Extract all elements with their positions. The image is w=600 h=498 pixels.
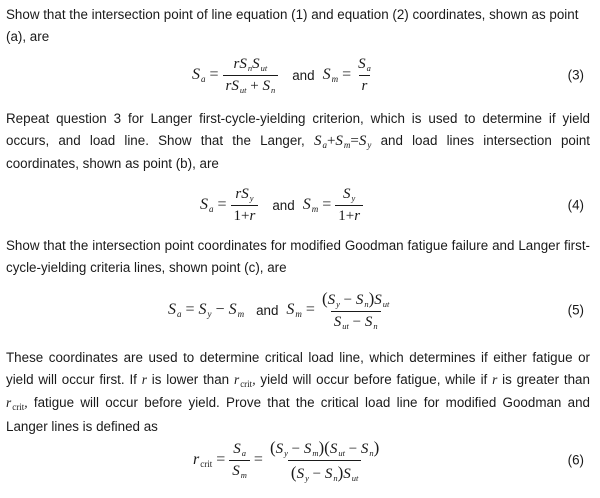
paragraph-text: Show that the intersection point coordinates for modified Goodman fatigue failure and Langer first-cycle-yielding criteria lines, shown point (c), are	[6, 238, 590, 275]
and-word: and	[292, 67, 315, 83]
paragraph-goodman-point-c	[6, 235, 590, 278]
langer-inline-equation: $S_a+S_m=S_y$	[313, 132, 372, 150]
equation-5-body: Sa = Sy − Sm and Sm = $\frac{(S_y - S_n)S_{ut}}{S_{ut} - S_n}$	[168, 289, 392, 331]
fraction-sa-eq4: $\frac{rS_y}{1+r}$	[231, 186, 259, 225]
paragraph-text: is lower than	[151, 371, 230, 387]
fraction-sm-eq4: $\frac{S_y}{1+r}$	[335, 186, 363, 225]
and-word: and	[272, 197, 295, 213]
paragraph-critical-load-line	[6, 347, 590, 437]
equation-4	[0, 182, 600, 228]
math-r: r	[141, 371, 147, 387]
paragraph-text: and load lines intersection point coordinates, shown as point (b), are	[6, 132, 590, 171]
paragraph-langer-point-b	[6, 108, 590, 175]
math-r-crit: $r_{crit}$,	[233, 371, 256, 389]
equation-3	[0, 52, 600, 98]
paragraph-text: Repeat question 3 for Langer first-cycle-yielding criterion, which is used to determine if yield occurs, and load line. Show that the Langer,	[6, 111, 590, 148]
equation-3-body: Sa = $\frac{rS_nS_{ut}}{rS_{ut} + S_n}$ and Sm = $\frac{S_a}{r}$	[192, 56, 374, 95]
equation-6	[0, 434, 600, 486]
paragraph-text: Show that the intersection point of line equation (1) and equation (2) coordinates, shown as point (a), are	[6, 7, 579, 44]
equation-number: (4)	[567, 197, 584, 213]
equation-4-body: Sa = $\frac{rS_y}{1+r}$ and Sm = $\frac{S_y}{1+r}$	[200, 186, 363, 225]
equation-6-body: rcrit = $\frac{S_a}{S_m}$ = $\frac{(S_y - S_m)(S_{ut} - S_n)}{(S_y - S_n)S_{ut}}$	[193, 438, 382, 483]
math-r-crit: $r_{crit}$,	[6, 395, 28, 412]
fraction-sm-eq3: $\frac{S_a}{r}$	[358, 55, 371, 94]
equation-5	[0, 285, 600, 335]
paragraph-text: is greater than	[502, 371, 590, 387]
and-word: and	[256, 302, 279, 318]
math-r: r	[492, 371, 498, 387]
fraction-rcrit-expression: $\frac{(S_y - S_m)(S_{ut} - S_n)}{(S_y - S_n)S_{ut}}$	[269, 437, 380, 483]
fraction-sa-eq3: $\frac{rS_nS_{ut}}{rS_{ut} + S_n}$	[223, 56, 279, 95]
paragraph-text: yield will occur before fatigue, while if	[260, 371, 488, 387]
paragraph-intro-point-a	[6, 4, 590, 47]
paragraph-text: These coordinates are used to determine critical load line, which determines if either fatigue or yield will occur first. If	[6, 350, 590, 387]
fraction-sm-eq5: $\frac{(S_y - S_n)S_{ut}}{S_{ut} - S_n}$	[321, 289, 390, 331]
paragraph-text: fatigue will occur before yield. Prove that the critical load line for modified Goodman and Langer lines is defined as	[6, 395, 590, 434]
equation-number: (5)	[567, 302, 584, 318]
fraction-sa-over-sm: $\frac{S_a}{S_m}$	[229, 441, 250, 480]
equation-number: (6)	[567, 452, 584, 468]
equation-number: (3)	[567, 67, 584, 83]
